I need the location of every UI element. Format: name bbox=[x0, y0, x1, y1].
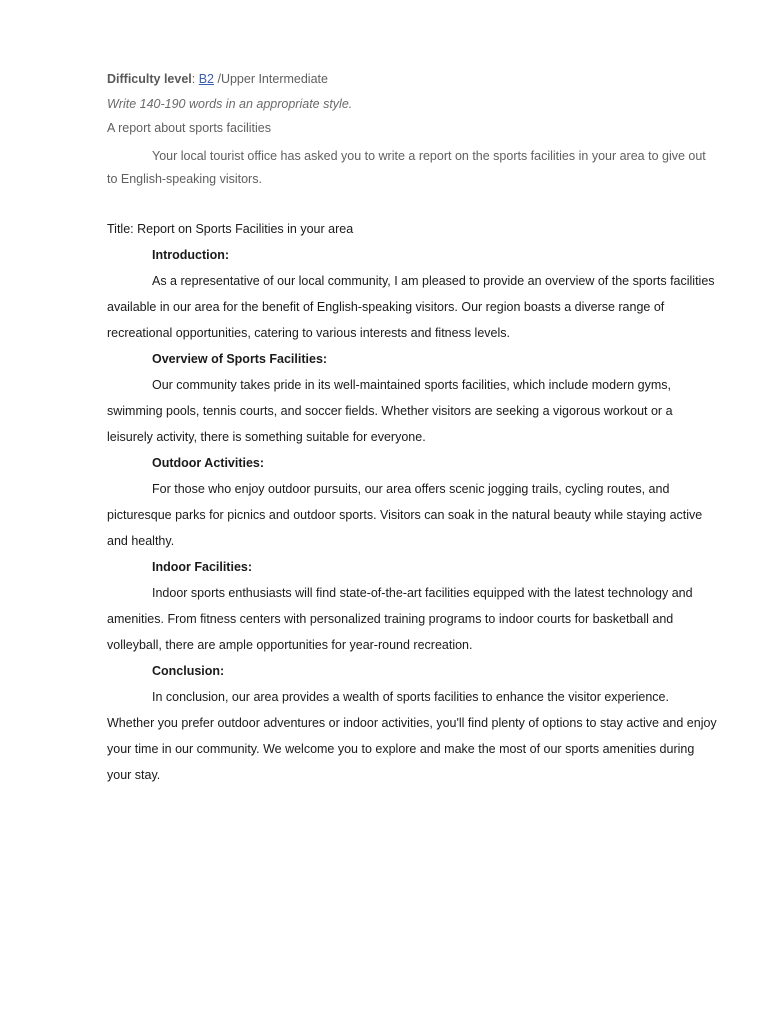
task-description: Your local tourist office has asked you to write a report on the sports facilities in your area to give out to English-speaking visitors. bbox=[107, 149, 706, 186]
section-body-introduction: As a representative of our local community, I am pleased to provide an overview of the sports facilities available in our area for the benefit of English-speaking visitors. Our region boasts a diverse range of recreational opportunities, catering to various interests and fitness levels. bbox=[107, 274, 715, 340]
section-body-outdoor: For those who enjoy outdoor pursuits, our area offers scenic jogging trails, cycling routes, and picturesque parks for picnics and outdoor sports. Visitors can soak in the natural beauty while staying active and healthy. bbox=[107, 482, 703, 548]
report-essay bbox=[107, 216, 719, 788]
difficulty-separator: : bbox=[191, 72, 199, 86]
word-count-instruction: Write 140-190 words in an appropriate style. bbox=[107, 97, 353, 111]
section-body-overview: Our community takes pride in its well-maintained sports facilities, which include modern gyms, swimming pools, tennis courts, and soccer fields. Whether visitors are seeking a vigorous workout or a leisurely activity, there is something suitable for everyone. bbox=[107, 378, 673, 444]
task-topic: A report about sports facilities bbox=[107, 121, 271, 135]
difficulty-label: Difficulty level bbox=[107, 72, 192, 86]
section-heading-conclusion: Conclusion: bbox=[152, 664, 225, 678]
report-title: Title: Report on Sports Facilities in your area bbox=[107, 222, 354, 236]
section-body-conclusion: In conclusion, our area provides a wealth of sports facilities to enhance the visitor experience. Whether you prefer outdoor adventures or indoor activities, you'll find plenty of options to stay active and enjoy your time in our community. We welcome you to explore and make the most of our sports amenities during your stay. bbox=[107, 690, 717, 782]
section-heading-outdoor: Outdoor Activities: bbox=[152, 456, 265, 470]
level-description: /Upper Intermediate bbox=[214, 72, 328, 86]
difficulty-level bbox=[107, 72, 717, 86]
section-body-indoor: Indoor sports enthusiasts will find state-of-the-art facilities equipped with the latest technology and amenities. From fitness centers with personalized training programs to indoor courts for basketball and volleyball, there are ample opportunities for year-round recreation. bbox=[107, 586, 693, 652]
section-heading-overview: Overview of Sports Facilities: bbox=[152, 352, 328, 366]
section-heading-indoor: Indoor Facilities: bbox=[152, 560, 253, 574]
level-link[interactable]: B2 bbox=[198, 72, 214, 86]
section-heading-introduction: Introduction: bbox=[152, 248, 230, 262]
